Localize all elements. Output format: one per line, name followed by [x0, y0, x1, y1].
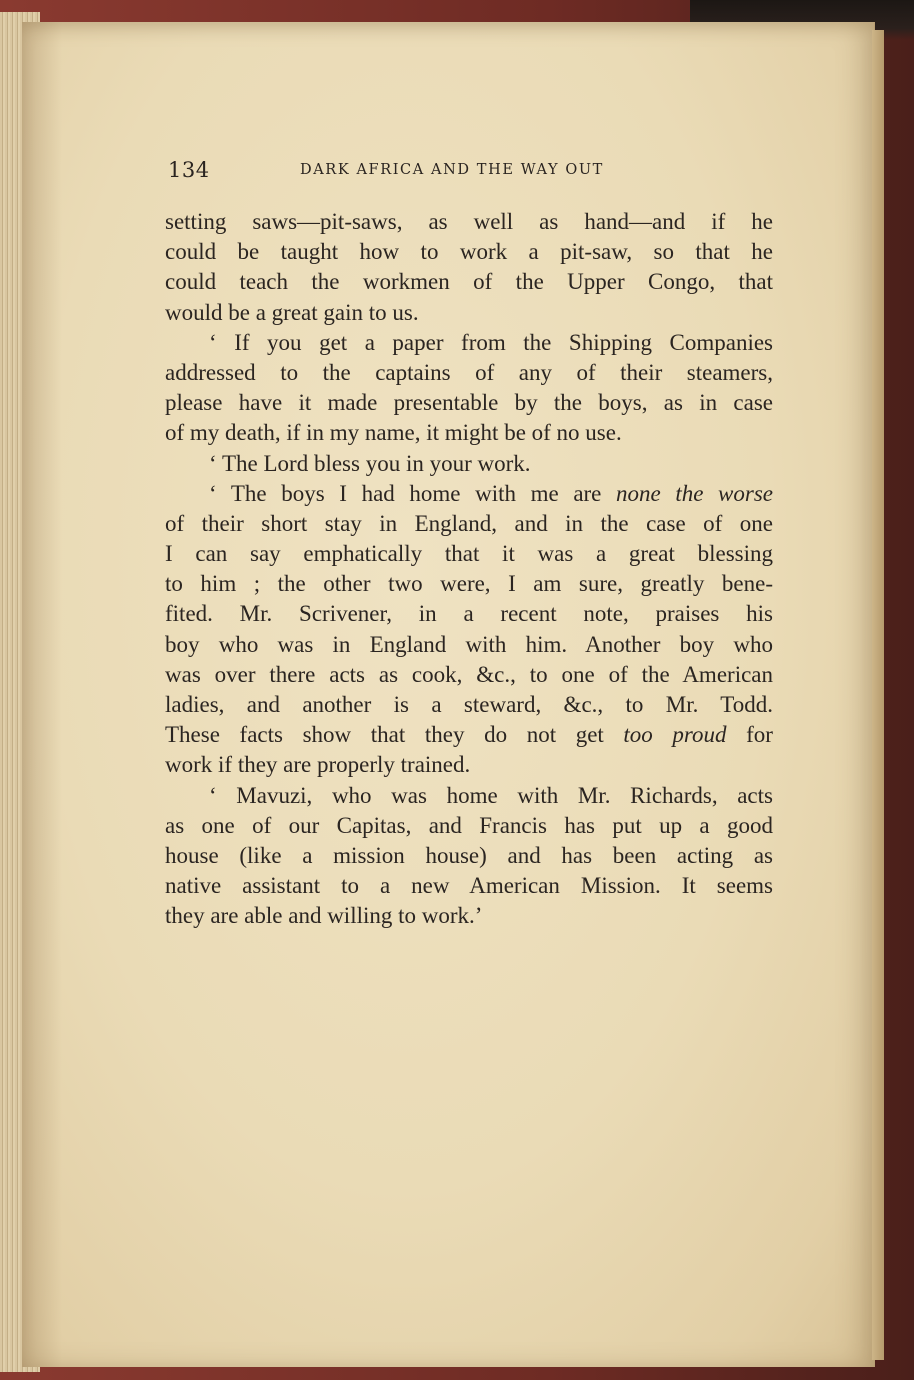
text-line — [165, 720, 773, 750]
text-line: native assistant to a new American Mission. It seems — [165, 873, 773, 899]
text-line: ‘ If you get a paper from the Shipping Companies — [209, 329, 773, 355]
page-header — [168, 158, 773, 188]
text-line: ‘ Mavuzi, who was home with Mr. Richards, acts — [209, 782, 773, 808]
text-line: of their short stay in England, and in the case of one — [165, 510, 773, 536]
text-line: was over there acts as cook, &c., to one of the American — [165, 661, 773, 687]
text-line: I can say emphatically that it was a great blessing — [165, 541, 773, 567]
text-line: ‘ The Lord bless you in your work. — [209, 450, 531, 476]
italic-phrase: too proud — [623, 722, 727, 748]
gutter-shadow — [22, 22, 62, 1367]
text-line: ladies, and another is a steward, &c., to Mr. Todd. — [165, 692, 773, 717]
italic-phrase: none the worse — [616, 480, 774, 506]
text-line — [165, 479, 773, 509]
text-line: could teach the workmen of the Upper Congo, that — [165, 269, 773, 295]
page-right-edge — [872, 30, 884, 1360]
text-line: please have it made presentable by the boys, as in case — [165, 390, 773, 416]
text-line: to him ; the other two were, I am sure, greatly bene- — [165, 571, 773, 597]
text-line: as one of our Capitas, and Francis has put up a good — [165, 812, 773, 838]
text-line: they are able and willing to work.’ — [165, 903, 483, 929]
running-title: DARK AFRICA AND THE WAY OUT — [300, 162, 604, 178]
text-line: addressed to the captains of any of their steamers, — [165, 359, 773, 385]
text-line: house (like a mission house) and has been acting as — [165, 842, 773, 868]
page-number: 134 — [168, 158, 210, 182]
body-text — [165, 207, 773, 932]
text-line: would be a great gain to us. — [165, 299, 419, 325]
text-line: could be taught how to work a pit-saw, so that he — [165, 239, 773, 265]
text-line: fited. Mr. Scrivener, in a recent note, praises his — [165, 601, 773, 627]
text-segment: These facts show that they do not get — [165, 722, 624, 748]
text-line: of my death, if in my name, it might be of no use. — [165, 420, 622, 446]
text-line: work if they are properly trained. — [165, 752, 471, 778]
text-line: boy who was in England with him. Another boy who — [165, 631, 773, 657]
text-segment: for — [726, 722, 773, 748]
text-segment: ‘ The boys I had home with me are — [209, 480, 617, 506]
text-line: setting saws—pit-saws, as well as hand—and if he — [165, 209, 773, 234]
